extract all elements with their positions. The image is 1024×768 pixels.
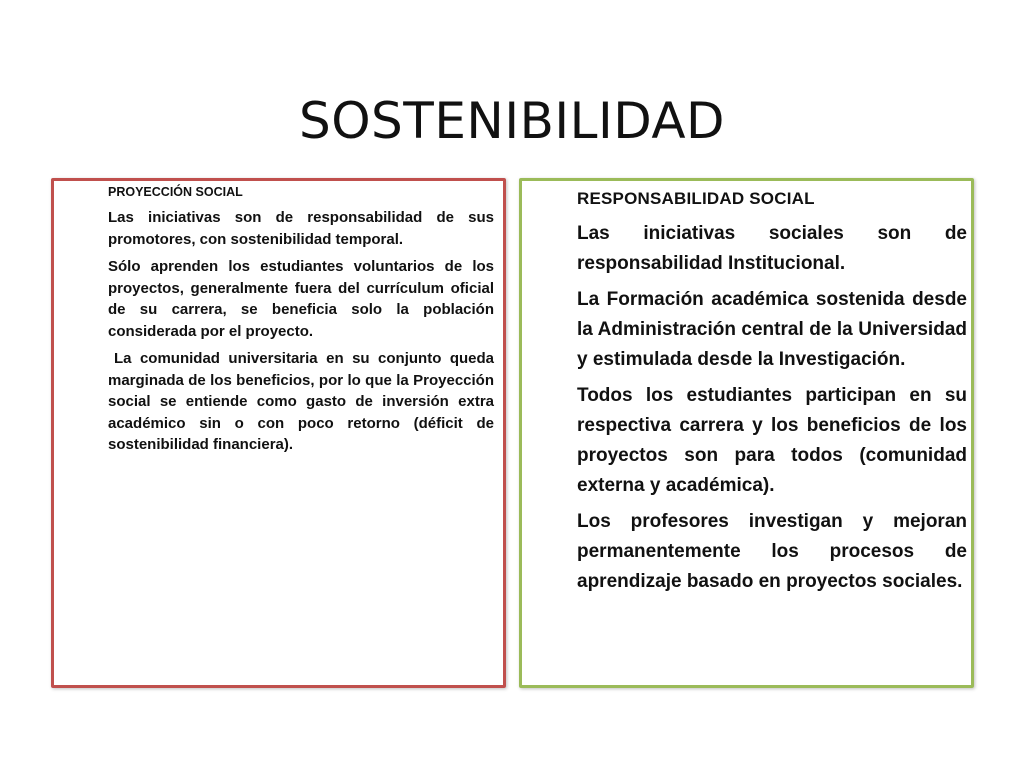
responsabilidad-social-paragraph-1: Las iniciativas sociales son de responsabilidad Institucional.	[577, 223, 967, 274]
responsabilidad-social-paragraph-2: La Formación académica sostenida desde la Administración central de la Universidad y estimulada desde la Investigación.	[577, 289, 967, 370]
proyeccion-social-panel	[51, 178, 506, 688]
proyeccion-social-paragraph-3: La comunidad universitaria en su conjunto queda marginada de los beneficios, por lo que la Proyección social se entiende como gasto de inversión extra académico sin o con poco retorno (déficit de sostenibilidad financiera).	[108, 350, 494, 453]
responsabilidad-social-heading: RESPONSABILIDAD SOCIAL	[577, 189, 815, 208]
proyeccion-social-heading: PROYECCIÓN SOCIAL	[108, 185, 243, 199]
proyeccion-social-paragraph-2: Sólo aprenden los estudiantes voluntarios de los proyectos, generalmente fuera del currículum oficial de su carrera, se beneficia solo la población considerada por el proyecto.	[108, 258, 494, 340]
responsabilidad-social-paragraph-4: Los profesores investigan y mejoran permanentemente los procesos de aprendizaje basado en proyectos sociales.	[577, 511, 967, 592]
responsabilidad-social-content	[577, 189, 967, 603]
responsabilidad-social-paragraph-3: Todos los estudiantes participan en su respectiva carrera y los beneficios de los proyectos son para todos (comunidad externa y académica).	[577, 385, 967, 496]
proyeccion-social-paragraph-1: Las iniciativas son de responsabilidad de sus promotores, con sostenibilidad temporal.	[108, 209, 494, 248]
responsabilidad-social-panel	[519, 178, 974, 688]
slide-title: SOSTENIBILIDAD	[298, 91, 726, 150]
proyeccion-social-content	[108, 185, 494, 462]
